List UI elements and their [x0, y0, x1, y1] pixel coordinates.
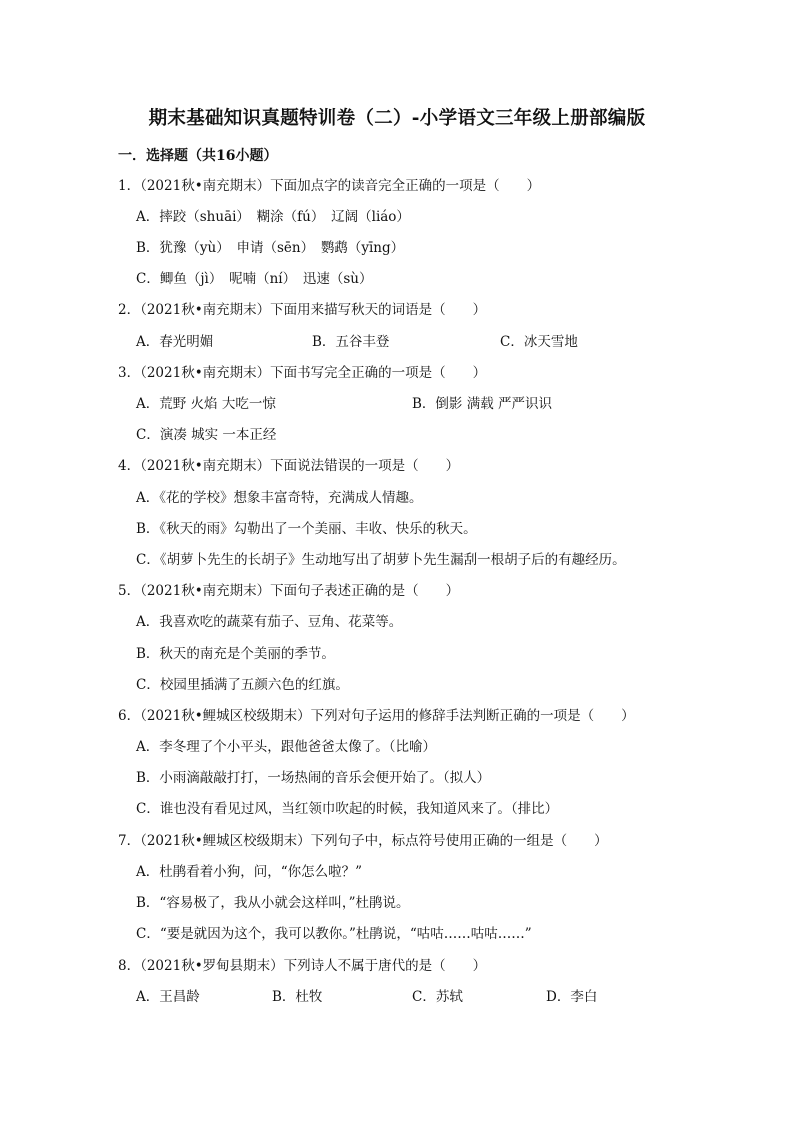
question-2-stem: 2．（2021秋•南充期末）下面用来描写秋天的词语是（ ）	[118, 302, 487, 318]
question-6-option-a[interactable]: A．李冬理了个小平头，跟他爸爸太像了。（比喻）	[136, 739, 436, 755]
question-4-stem: 4．（2021秋•南充期末）下面说法错误的一项是（ ）	[118, 458, 460, 474]
question-8-stem: 8．（2021秋•罗甸县期末）下列诗人不属于唐代的是（ ）	[118, 958, 487, 974]
question-1-stem: 1．（2021秋•南充期末）下面加点字的读音完全正确的一项是（ ）	[118, 178, 541, 194]
question-6-stem: 6．（2021秋•鲤城区校级期末）下列对句子运用的修辞手法判断正确的一项是（ ）	[118, 708, 635, 724]
question-7-option-c[interactable]: C．“要是就因为这个，我可以教你。”杜鹃说，“咕咕……咕咕……”	[136, 926, 532, 942]
question-3-option-c[interactable]: C．演凑 城实 一本正经	[136, 427, 277, 443]
question-4-option-c[interactable]: C．《胡萝卜先生的长胡子》生动地写出了胡萝卜先生漏刮一根胡子后的有趣经历。	[136, 552, 626, 568]
question-5-stem: 5．（2021秋•南充期末）下面句子表述正确的是（ ）	[118, 583, 460, 599]
question-8-option-c[interactable]: C．苏轼	[412, 989, 463, 1005]
question-4-option-b[interactable]: B．《秋天的雨》勾勒出了一个美丽、丰收、快乐的秋天。	[136, 521, 477, 537]
question-7-option-b[interactable]: B．“容易极了，我从小就会这样叫，”杜鹃说。	[136, 895, 410, 911]
question-7-stem: 7．（2021秋•鲤城区校级期末）下列句子中，标点符号使用正确的一组是（ ）	[118, 833, 608, 849]
question-8-options	[0, 988, 794, 1008]
question-2-options	[0, 333, 794, 353]
question-3-stem: 3．（2021秋•南充期末）下面书写完全正确的一项是（ ）	[118, 365, 487, 381]
question-3-option-b[interactable]: B．倒影 满载 严严识识	[412, 396, 553, 412]
section-heading: 一．选择题（共16小题）	[118, 148, 278, 164]
question-5-option-c[interactable]: C．校园里插满了五颜六色的红旗。	[136, 677, 349, 693]
question-1-option-c[interactable]: C．鲫鱼（jì） 呢喃（ní） 迅速（sù）	[136, 271, 373, 287]
question-8-option-a[interactable]: A．王昌龄	[136, 989, 200, 1005]
question-3-option-a[interactable]: A．荒野 火焰 大吃一惊	[136, 396, 276, 412]
question-4-option-a[interactable]: A．《花的学校》想象丰富奇特，充满成人情趣。	[136, 490, 423, 506]
question-3-options-row	[0, 395, 794, 415]
question-2-option-c[interactable]: C．冰天雪地	[500, 334, 578, 350]
question-7-option-a[interactable]: A．杜鹃看着小狗，问，“你怎么啦？”	[136, 864, 363, 880]
question-2-option-b[interactable]: B．五谷丰登	[312, 334, 390, 350]
question-8-option-b[interactable]: B．杜牧	[272, 989, 323, 1005]
question-2-option-a[interactable]: A．春光明媚	[136, 334, 214, 350]
page-title: 期末基础知识真题特训卷（二）-小学语文三年级上册部编版	[148, 108, 646, 129]
question-6-option-c[interactable]: C．谁也没有看见过风，当红领巾吹起的时候，我知道风来了。（排比）	[136, 801, 559, 817]
question-8-option-d[interactable]: D．李白	[546, 989, 598, 1005]
question-1-option-b[interactable]: B．犹豫（yù） 申请（sēn） 鹦鹉（yīng）	[136, 240, 405, 256]
question-6-option-b[interactable]: B．小雨滴敲敲打打，一场热闹的音乐会便开始了。（拟人）	[136, 770, 491, 786]
question-1-option-a[interactable]: A．摔跤（shuāi） 糊涂（fú） 辽阔（liáo）	[136, 209, 410, 225]
question-5-option-b[interactable]: B．秋天的南充是个美丽的季节。	[136, 646, 335, 662]
question-5-option-a[interactable]: A．我喜欢吃的蔬菜有茄子、豆角、花菜等。	[136, 614, 403, 630]
